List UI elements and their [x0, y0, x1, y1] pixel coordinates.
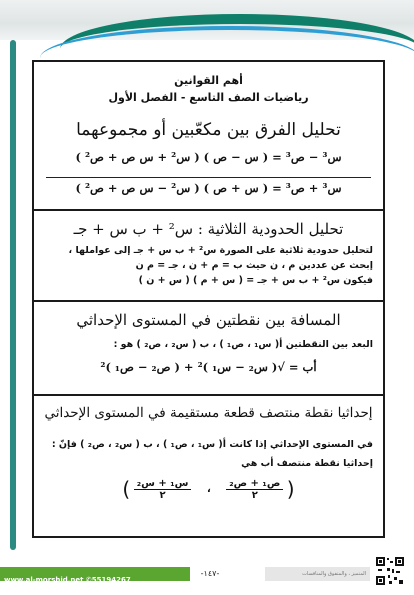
section-divider — [34, 394, 383, 396]
section-title: إحداثيا نقطة منتصف قطعة مستقيمة في المستوى الإحداثي — [44, 405, 373, 421]
section-divider — [34, 209, 383, 211]
left-rail — [10, 40, 16, 550]
distance-line1: البعد بين النقطتين أ( س₁ ، ص₁ ) ، ب ( س₂ ، ص₂ ) هو : — [113, 339, 373, 350]
section-title: تحليل الفرق بين مكعّبين أو مجموعهما — [76, 120, 341, 140]
footer-tagline: المتميز ، والمتفوق والمنافسات — [265, 567, 370, 581]
midpoint-y-fraction — [226, 478, 283, 501]
formula-difference-cubes: س³ − ص³ = ( س − ص ) ( س² + س ص + ص² ) — [75, 150, 342, 164]
qr-code-icon — [375, 556, 405, 586]
website-link[interactable]: www.al-morshid.net ✆55194267 — [4, 576, 131, 584]
fraction-denominator: ٢ — [251, 489, 258, 501]
midpoint-line2: إحداثيا نقطة منتصف أب هي — [241, 458, 373, 469]
fraction-numerator: س₁ + س₂ — [134, 478, 192, 490]
section-cube-sum — [34, 181, 383, 195]
formula-divider — [46, 177, 371, 178]
coordinate-separator: ، — [206, 484, 211, 495]
trinomial-line3: فيكون س² + ب س + جـ = ( س + م ) ( س + ن ) — [138, 275, 373, 286]
page-header — [34, 74, 383, 104]
section-midpoint — [34, 405, 383, 501]
distance-formula: أب = √( س₂ − س₁ )² + ( ص₂ − ص₁ )² — [100, 360, 317, 374]
header-line2: رياضيات الصف التاسع - الفصل الأول — [108, 91, 309, 104]
page-number: -١٤٧- — [200, 569, 220, 578]
section-title: تحليل الحدودية الثلاثية : س² + ب س + جـ — [73, 220, 344, 238]
page-footer — [0, 553, 414, 595]
header-line1: أهم القوانين — [174, 74, 243, 87]
trinomial-line1: لتحليل حدودية ثلاثية على الصورة س² + ب س + جـ إلى عواملها ، — [68, 245, 373, 256]
content-frame — [32, 60, 385, 538]
midpoint-x-fraction — [134, 478, 192, 501]
fraction-denominator: ٢ — [159, 489, 166, 501]
midpoint-coordinates: ( س₁ + س₂ ٢ ، ص₁ + ص₂ ٢ ) — [122, 477, 295, 501]
fraction-numerator: ص₁ + ص₂ — [226, 478, 283, 490]
formula-sum-cubes: س³ + ص³ = ( س + ص ) ( س² − س ص + ص² ) — [75, 181, 342, 195]
trinomial-line2: إبحث عن عددين م ، ن حيث ب = م + ن ، جـ = م ن — [135, 260, 373, 271]
section-title: المسافة بين نقطتين في المستوى الإحداثي — [76, 311, 341, 329]
section-trinomial — [34, 220, 383, 288]
midpoint-line1: في المستوى الإحداثي إذا كانت أ( س₁ ، ص₁ ) ، ب ( س₂ ، ص₂ ) فإنّ : — [51, 439, 373, 450]
section-distance — [34, 311, 383, 374]
section-cube-factoring — [34, 120, 383, 164]
section-divider — [34, 300, 383, 302]
top-decoration — [0, 0, 414, 40]
